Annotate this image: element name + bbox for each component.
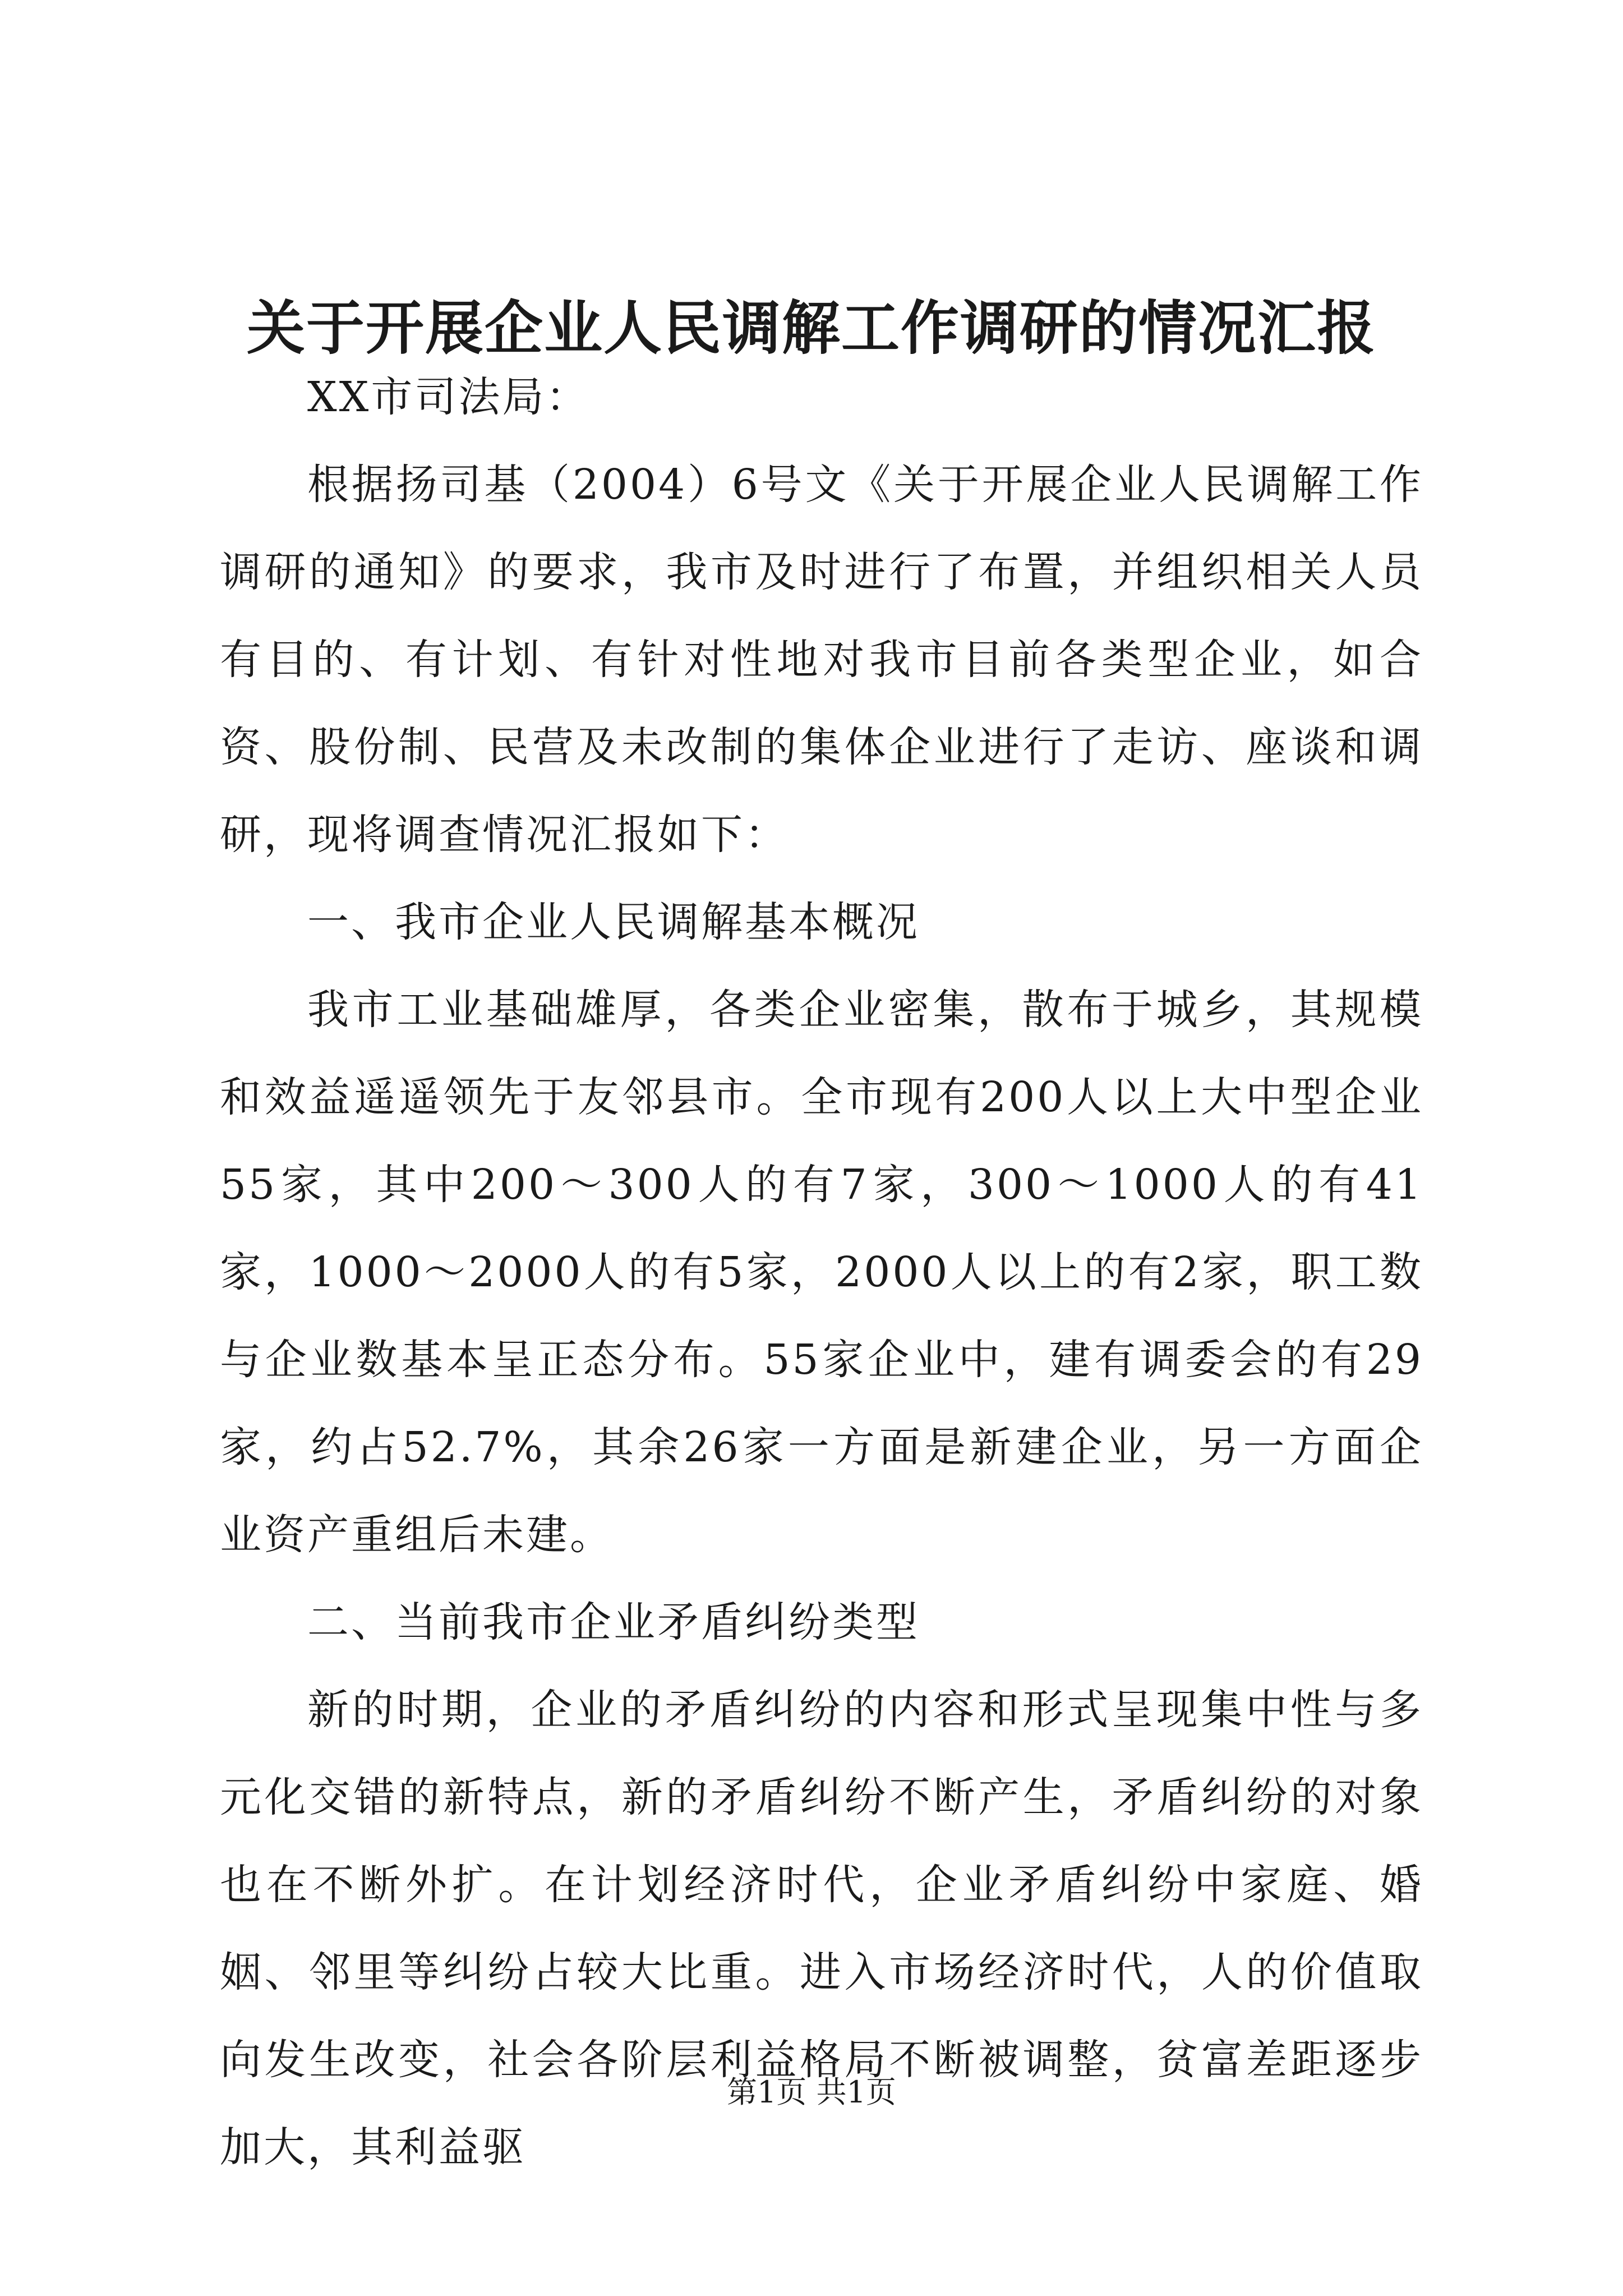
paragraph-intro: 根据扬司基（2004）6号文《关于开展企业人民调解工作调研的通知》的要求，我市及时进行了布置，并组织相关人员有目的、有计划、有针对性地对我市目前各类型企业，如合资、股份制、民营及未改制的集体企业进行了走访、座谈和调研，现将调查情况汇报如下： <box>220 461 1423 859</box>
section-heading-2: 二、当前我市企业矛盾纠纷类型 <box>307 1598 920 1646</box>
page-number-footer: 第1页 共1页 <box>727 2074 896 2110</box>
salutation: XX市司法局： <box>307 373 590 421</box>
paragraph-overview: 我市工业基础雄厚，各类企业密集，散布于城乡，其规模和效益遥遥领先于友邻县市。全市现有200人以上大中型企业55家，其中200～300人的有7家，300～1000人的有41家，1000～2000人的有5家，2000人以上的有2家，职工数与企业数基本呈正态分布。55家企业中，建有调委会的有29家，约占52.7%，其余26家一方面是新建企业，另一方面企业资产重组后未建。 <box>220 986 1423 1559</box>
paragraph-dispute-types: 新的时期，企业的矛盾纠纷的内容和形式呈现集中性与多元化交错的新特点，新的矛盾纠纷不断产生，矛盾纠纷的对象也在不断外扩。在计划经济时代，企业矛盾纠纷中家庭、婚姻、邻里等纠纷占较大比重。进入市场经济时代，人的价值取向发生改变，社会各阶层利益格局不断被调整，贫富差距逐步加大，其利益驱 <box>220 1686 1423 2171</box>
section-heading-1: 一、我市企业人民调解基本概况 <box>307 898 920 946</box>
document-body <box>220 353 1423 2191</box>
document-title: 关于开展企业人民调解工作调研的情况汇报 <box>246 293 1376 362</box>
